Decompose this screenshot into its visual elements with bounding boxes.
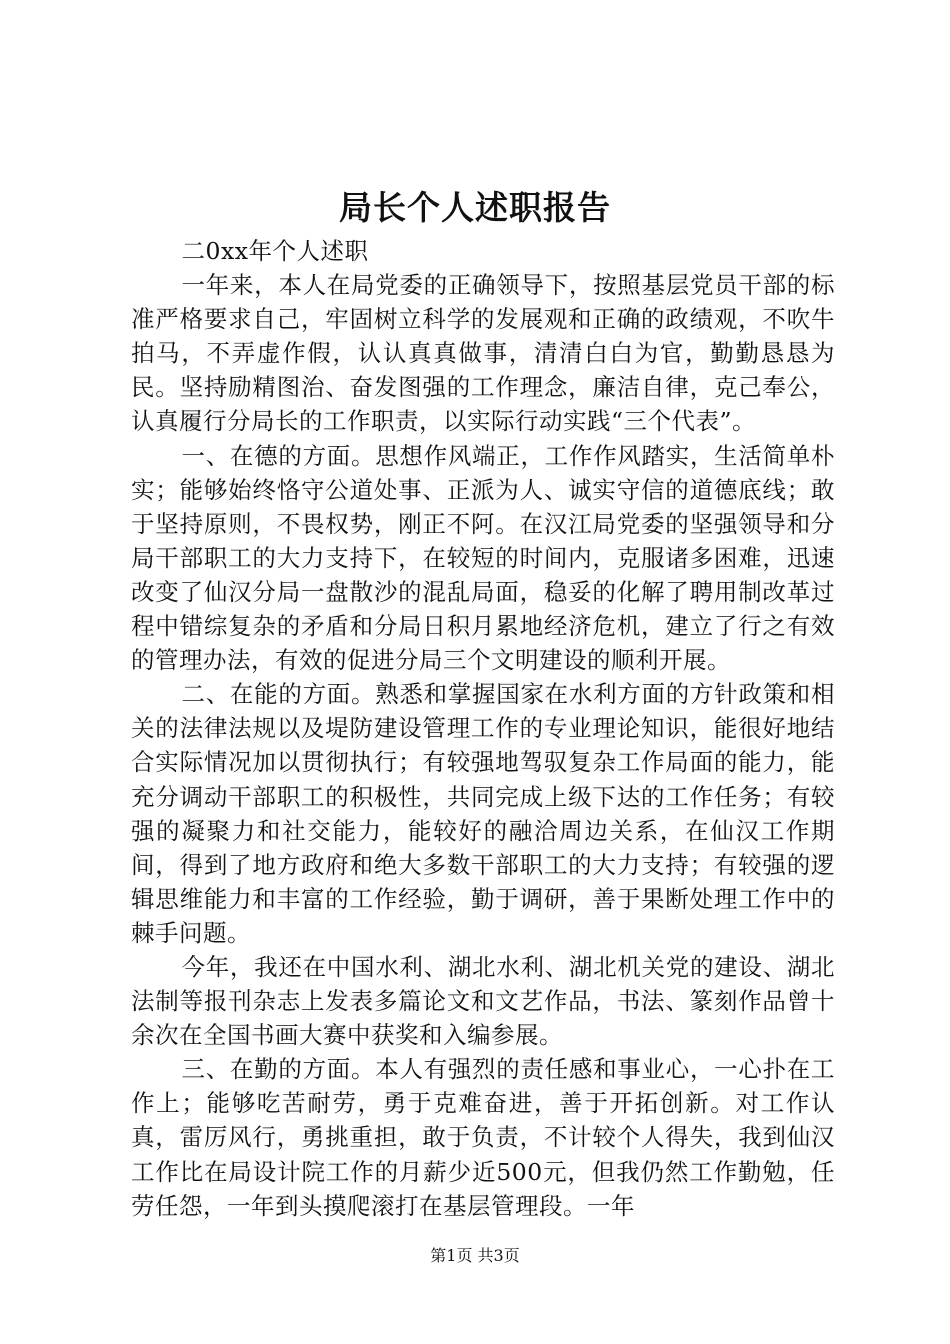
document-body	[131, 234, 835, 1223]
paragraph-ability: 二、在能的方面。熟悉和掌握国家在水利方面的方针政策和相关的法律法规以及堤防建设管理工作的专业理论知识，能很好地结合实际情况加以贯彻执行；有较强地驾驭复杂工作局面的能力，能充分调动干部职工的积极性，共同完成上级下达的工作任务；有较强的凝聚力和社交能力，能较好的融洽周边关系，在仙汉工作期间，得到了地方政府和绝大多数干部职工的大力支持；有较强的逻辑思维能力和丰富的工作经验，勤于调研，善于果断处理工作中的棘手问题。	[131, 680, 835, 947]
paragraph-morality: 一、在德的方面。思想作风端正，工作作风踏实，生活简单朴实；能够始终恪守公道处事、正派为人、诚实守信的道德底线；敢于坚持原则，不畏权势，刚正不阿。在汉江局党委的坚强领导和分局干部职工的大力支持下，在较短的时间内，克服诸多困难，迅速改变了仙汉分局一盘散沙的混乱局面，稳妥的化解了聘用制改革过程中错综复杂的矛盾和分局日积月累地经济危机，建立了行之有效的管理办法，有效的促进分局三个文明建设的顺利开展。	[131, 441, 835, 675]
paragraph-subtitle: 二0xx年个人述职	[181, 237, 369, 265]
paragraph-publications: 今年，我还在中国水利、湖北水利、湖北机关党的建设、湖北法制等报刊杂志上发表多篇论文和文艺作品，书法、篆刻作品曾十余次在全国书画大赛中获奖和入编参展。	[131, 952, 835, 1050]
document-title: 局长个人述职报告	[339, 188, 611, 227]
page-number-footer: 第1页 共3页	[430, 1246, 520, 1265]
paragraph-diligence: 三、在勤的方面。本人有强烈的责任感和事业心，一心扑在工作上；能够吃苦耐劳，勇于克难奋进，善于开拓创新。对工作认真，雷厉风行，勇挑重担，敢于负责，不计较个人得失，我到仙汉工作比在局设计院工作的月薪少近500元，但我仍然工作勤勉，任劳任怨，一年到头摸爬滚打在基层管理段。一年	[131, 1055, 835, 1220]
paragraph-intro: 一年来，本人在局党委的正确领导下，按照基层党员干部的标准严格要求自己，牢固树立科学的发展观和正确的政绩观，不吹牛拍马，不弄虚作假，认认真真做事，清清白白为官，勤勤恳恳为民。坚持励精图治、奋发图强的工作理念，廉洁自律，克己奉公，认真履行分局长的工作职责，以实际行动实践“三个代表”。	[131, 271, 835, 436]
